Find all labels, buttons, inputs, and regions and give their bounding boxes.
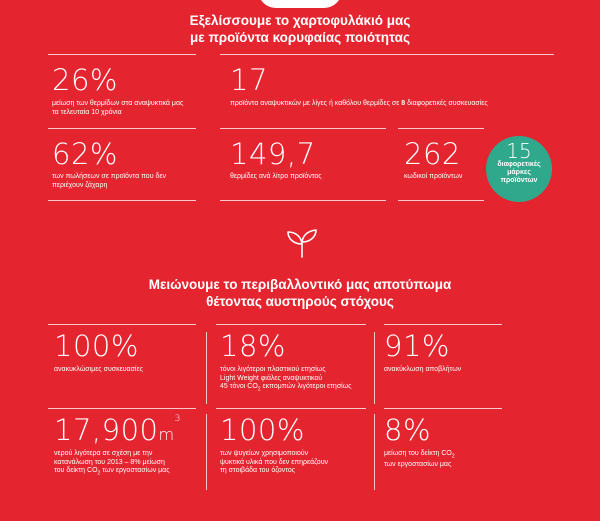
stat-value-waste-recycling: 91%: [384, 329, 450, 363]
stat-value-no-sugar-sales: 62%: [52, 137, 118, 171]
stat-desc: μείωση του δείκτη $CO_2$ των εργοστασίων μας: [384, 450, 455, 468]
stat-desc: των ψυγείων χρησιμοποιούν ψυκτικά υλικά που δεν επηρεάζουν τη στοιβάδα του όζοντος: [220, 450, 329, 474]
stat-desc: θερμίδες ανά λίτρο προϊόντος: [230, 173, 322, 180]
stat-value-water-saved: $17,900m^3$: [54, 413, 181, 447]
stat-desc: προϊόντα αναψυκτικών με λίγες ή καθόλου θερμίδες σε 8 διαφορετικές συσκευασίες: [230, 100, 488, 107]
section2-heading: Μειώνουμε το περιβαλλοντικό μας αποτύπωμα θέτοντας αυστηρούς στόχους: [148, 277, 452, 309]
divider: [48, 200, 196, 201]
divider: [48, 128, 196, 129]
divider: [220, 200, 386, 201]
stat-value-product-codes: 262: [404, 137, 461, 171]
stat-desc: κωδικοί προϊόντων: [404, 173, 463, 180]
divider: [220, 128, 386, 129]
divider: [48, 408, 196, 409]
section1-heading: Εξελίσσουμε το χαρτοφυλάκιό μας με προϊόντα κορυφαίας ποιότητας: [189, 13, 411, 45]
divider: [398, 128, 484, 129]
stat-value-recyclable-packaging: 100%: [54, 329, 139, 363]
divider: [220, 54, 554, 55]
stat-value-products: 17: [230, 63, 268, 97]
top-tab: [258, 0, 342, 8]
stat-value-less-plastic: 18%: [220, 329, 286, 363]
divider: [48, 324, 196, 325]
stat-desc: ανακύκλωση αποβλήτων: [384, 366, 462, 373]
divider: [384, 324, 502, 325]
divider: [216, 324, 366, 325]
divider: [398, 200, 484, 201]
stat-value-co2-reduction: 8%: [384, 413, 432, 447]
divider: [216, 408, 366, 409]
brands-badge: 15 διαφορετικές μάρκες προϊόντων: [486, 136, 552, 202]
stat-desc: τόνοι λιγότεροι πλαστικού ετησίως Light Weight φιάλες αναψυκτικού 45 τόνοι $CO_2$ εκπομπών λιγότεροι ετησίως: [220, 366, 352, 393]
divider: [384, 408, 502, 409]
stat-value-calories-per-litre: 149,7: [230, 137, 316, 171]
divider: [206, 332, 207, 404]
stat-desc: νερού λιγότερα σε σχέση με την κατανάλωση του 2013 – 8% μείωση του δείκτη $CO_2$ των εργοστασίων μας: [54, 450, 170, 477]
stat-desc: μείωση των θερμίδων στα αναψυκτικά μας τα τελευταία 10 χρόνια: [52, 100, 184, 116]
stat-desc: ανακυκλώσιμες συσκευασίες: [54, 366, 143, 373]
stat-desc: των πωλήσεων σε προϊόντα που δεν περιέχουν ζάχαρη: [52, 173, 166, 189]
divider: [48, 54, 196, 55]
divider: [374, 332, 375, 404]
stat-value-sugar-calories: 26%: [52, 63, 118, 97]
stat-value-refrigerators: 100%: [220, 413, 305, 447]
divider: [374, 414, 375, 490]
divider: [206, 414, 207, 490]
leaf-sprout-icon: [285, 228, 319, 258]
